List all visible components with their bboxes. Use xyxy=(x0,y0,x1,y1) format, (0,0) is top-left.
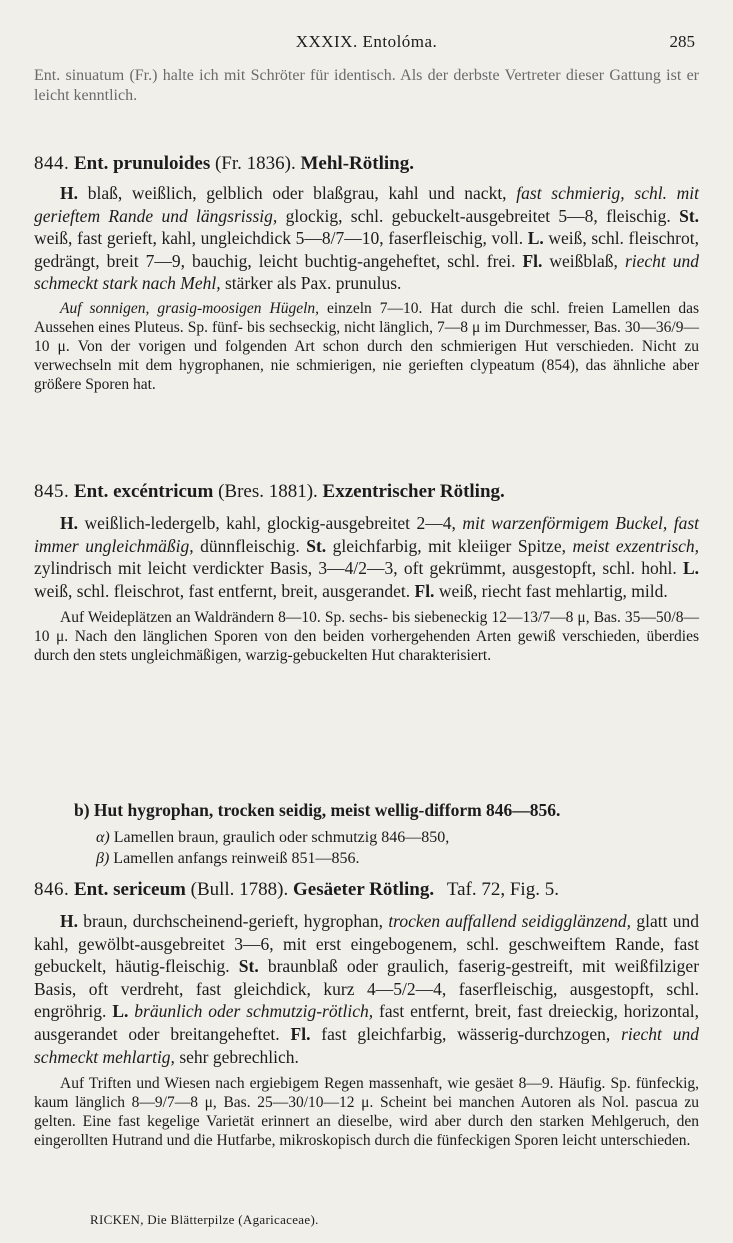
stiel-text: weiß, fast gerieft, kahl, ungleichdick 5—8/7—10, faserfleischig, voll. xyxy=(34,228,524,249)
description xyxy=(34,512,699,602)
fleisch-text: fast gleichfarbig, wässerig-durchzogen, xyxy=(321,1023,611,1044)
fleisch-italic: riecht und schmeckt stark nach Mehl, xyxy=(34,250,700,294)
entry-number: 845. xyxy=(34,481,70,502)
species-name: Ent. sericeum xyxy=(74,879,186,900)
printer-footer: RICKEN, Die Blätterpilze (Agaricaceae). xyxy=(90,1212,319,1227)
stiel-text: gleichfarbig, mit kleiiger Spitze, xyxy=(332,535,566,556)
species-authority: (Bull. 1788). xyxy=(190,879,289,900)
fleisch-italic: riecht und schmeckt mehlartig, xyxy=(34,1023,699,1067)
entry-number: 846. xyxy=(34,879,70,900)
entry-heading xyxy=(34,480,699,504)
subsection-beta xyxy=(34,848,699,869)
intro-paragraph xyxy=(34,66,699,106)
entry-844 xyxy=(34,152,699,394)
entry-846 xyxy=(34,878,699,1150)
fleisch-text: weißblaß, xyxy=(549,250,618,271)
subsection-alpha xyxy=(34,827,699,848)
hut-italic: trocken auffallend seidigglänzend, xyxy=(388,911,632,931)
species-authority: (Fr. 1836). xyxy=(214,153,296,174)
running-title: XXXIX. Entolóma. xyxy=(295,32,438,51)
page-number: 285 xyxy=(669,32,695,51)
subsection-text: Lamellen anfangs reinweiß 851—856. xyxy=(113,850,360,867)
common-name: Exzentrischer Rötling. xyxy=(322,481,505,502)
species-name: Ent. prunuloides xyxy=(74,153,211,174)
section-heading: b) Hut hygrophan, trocken seidig, meist wellig-difform 846—856. xyxy=(74,800,561,820)
fleisch-text: weiß, riecht fast mehlartig, mild. xyxy=(438,580,668,601)
subsection-text: Lamellen braun, graulich oder schmutzig 846—850, xyxy=(113,829,450,846)
subsection-mark: β) xyxy=(96,850,110,867)
lamellen-label: L. xyxy=(112,1001,129,1022)
common-name: Mehl-Rötling. xyxy=(300,153,414,174)
lamellen-text: weiß, schl. fleischrot, fast entfernt, breit, ausgerandet. xyxy=(34,580,411,601)
habitat-text: Auf Weideplätzen an Waldrändern 8—10. Sp. sechs- bis siebeneckig 12—13/7—8 μ, Bas. 35—50/8—10 μ. Nach den länglichen Sporen von den beiden vorhergehenden Arten gewiß verschieden, überdies durch den stets ungleichmäßigen, warzig-gebuckelten Hut charakterisiert. xyxy=(34,609,699,665)
entry-heading xyxy=(34,878,699,902)
habitat-italic: Auf sonnigen, grasig-moosigen Hügeln, xyxy=(60,299,320,317)
entry-845 xyxy=(34,480,699,665)
subsection-mark: α) xyxy=(96,829,110,846)
hut-text: braun, durchscheinend-gerieft, hygrophan, xyxy=(83,911,384,931)
fleisch-label: Fl. xyxy=(414,580,435,601)
fleisch-label: Fl. xyxy=(290,1023,311,1044)
habitat xyxy=(34,299,699,394)
lamellen-label: L. xyxy=(527,228,544,249)
lamellen-label: L. xyxy=(682,558,700,579)
section-b xyxy=(34,800,699,869)
lamellen-text: fast entfernt, breit, fast dreieckig, horizontal, ausgerandet oder breitangeheftet. xyxy=(34,1001,700,1044)
fleisch-label: Fl. xyxy=(522,250,543,271)
stiel-text: braunblaß oder graulich, faserig-gestreift, mit weißfilziger Basis, oft verdreht, fast gleichdick, kurz 4—5/2—4, faserfleischig, ausgestopft, schl. engröhrig. xyxy=(34,956,700,1022)
hut-text: weißlich-ledergelb, kahl, glockig-ausgebreitet 2—4, xyxy=(84,513,456,533)
hut-label: H. xyxy=(60,911,78,931)
fleisch-text-2: sehr gebrechlich. xyxy=(179,1046,299,1067)
fleisch-text-2: stärker als Pax. prunulus. xyxy=(224,273,402,294)
habitat-text: einzeln 7—10. Hat durch die schl. freien Lamellen das Aussehen eines Pluteus. Sp. fünf- bis sechseckig, nicht länglich, 7—8 μ im Durchmesser, Bas. 30—36/9—10 μ. Von der vorigen und folgenden Art schon durch den schmierigen Hut verschieden. Nicht zu verwechseln mit dem hygrophanen, nie schmierigen, nie gerieften clypeatum (854), das ähnliche aber größere Sporen hat. xyxy=(34,299,699,393)
stiel-text-2: zylindrisch mit leicht verdickter Basis, 3—4/2—3, oft gekrümmt, ausgestopft, schl. hohl. xyxy=(34,558,677,579)
habitat xyxy=(34,1074,699,1150)
intro-text: Ent. sinuatum (Fr.) halte ich mit Schröter für identisch. Als der derbste Vertreter dieser Gattung ist er leicht kenntlich. xyxy=(34,67,699,104)
species-authority: (Bres. 1881). xyxy=(218,481,318,502)
description xyxy=(34,910,699,1068)
stiel-label: St. xyxy=(679,205,700,226)
page-header xyxy=(0,32,733,56)
hut-text: blaß, weißlich, gelblich oder blaßgrau, kahl und nackt, xyxy=(87,183,507,203)
description xyxy=(34,182,699,295)
hut-text-2: dünnfleischig. xyxy=(200,535,300,556)
common-name: Gesäeter Rötling. xyxy=(293,879,435,900)
habitat xyxy=(34,608,699,665)
hut-text-2: glatt und kahl, gewölbt-ausgebreitet 3—6, mit erst eingebogenem, schl. geschweiftem Rande, fast gebuckelt, häutig-fleischig. xyxy=(34,911,700,977)
hut-label: H. xyxy=(60,513,78,533)
entry-heading xyxy=(34,152,699,176)
stiel-label: St. xyxy=(238,956,259,977)
habitat-text: Auf Triften und Wiesen nach ergiebigem Regen massenhaft, wie gesäet 8—9. Häufig. Sp. fünfeckig, kaum länglich 8—9/7—8 μ, Bas. 25—30/10—12 μ. Scheint bei manchen Autoren als Nol. pascua zu gelten. Eine fast kegelige Varietät erinnert an dieselbe, wird aber durch den starken Mehlgeruch, den eingerollten Hutrand und die Hutfarbe, mikroskopisch durch die fünfeckigen Sporen leicht unterschieden. xyxy=(34,1075,699,1150)
hut-label: H. xyxy=(60,183,78,203)
entry-number: 844. xyxy=(34,153,70,174)
lamellen-italic: bräunlich oder schmutzig-rötlich, xyxy=(134,1001,374,1022)
hut-italic: fast schmierig, schl. mit gerieftem Rande und längsrissig, xyxy=(34,183,700,226)
species-name: Ent. excéntricum xyxy=(74,481,214,502)
lamellen-text: weiß, schl. fleischrot, gedrängt, breit 7—9, bauchig, leicht buchtig-angeheftet, schl. frei. xyxy=(34,228,699,271)
stiel-label: St. xyxy=(306,535,327,556)
plate-reference: Taf. 72, Fig. 5. xyxy=(446,879,559,900)
hut-text-2: glockig, schl. gebuckelt-ausgebreitet 5—8, fleischig. xyxy=(285,205,671,226)
hut-italic: mit warzenförmigem Buckel, fast immer ungleichmäßig, xyxy=(34,513,700,556)
stiel-italic: meist exzentrisch, xyxy=(572,535,700,556)
